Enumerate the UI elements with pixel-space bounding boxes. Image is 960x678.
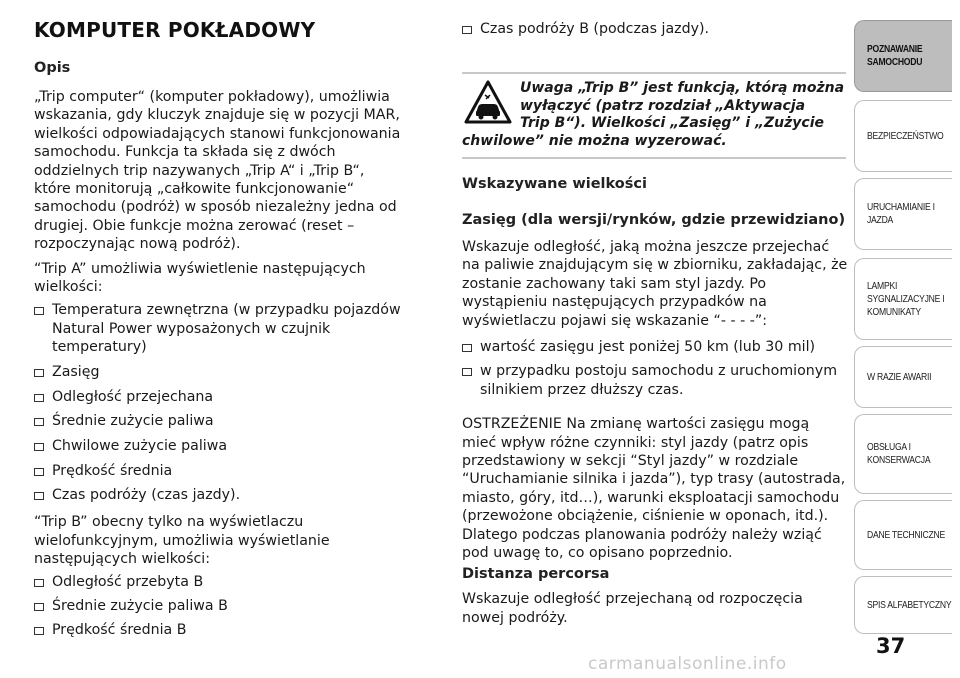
bullet-square-icon xyxy=(34,394,44,402)
bullet-square-icon xyxy=(34,369,44,377)
tab-label: JAZDA xyxy=(867,214,894,226)
wskazywane-heading: Wskazywane wielkości xyxy=(462,176,647,192)
list-item-text: temperatury) xyxy=(52,339,147,356)
bullet-square-icon xyxy=(462,344,472,352)
tab-chapter[interactable] xyxy=(854,20,952,92)
trip-b-intro-line: “Trip B” obecny tylko na wyświetlaczu xyxy=(34,514,304,531)
tab-chapter[interactable] xyxy=(854,576,952,634)
tab-label: SAMOCHODU xyxy=(867,56,923,68)
list-item-text: w przypadku postoju samochodu z uruchomionym xyxy=(480,363,838,380)
warning-divider-top xyxy=(462,72,846,74)
list-item-text: Średnie zużycie paliwa xyxy=(52,413,214,430)
page-title: KOMPUTER POKŁADOWY xyxy=(34,18,316,42)
chapter-sidebar xyxy=(854,0,960,678)
intro-line: które monitorują „całkowite funkcjonowanie“ xyxy=(34,181,355,197)
opis-heading: Opis xyxy=(34,60,71,76)
zasieg-text-line: wystąpieniu następujących przypadków na xyxy=(462,294,767,311)
page-number: 37 xyxy=(876,634,906,658)
ostrzezenie-text-line: (przewożone obciążenie, ciśnienie w oponach, itd.). xyxy=(462,508,829,525)
warning-line: Uwaga „Trip B” jest funkcją, którą można xyxy=(520,80,845,96)
bullet-square-icon xyxy=(34,603,44,611)
ostrzezenie-text-line: miasto, góry, itd…), warunki eksploatacji samochodu xyxy=(462,489,840,506)
tab-chapter[interactable] xyxy=(854,500,952,570)
zasieg-heading: Zasięg (dla wersji/rynków, gdzie przewidziano) xyxy=(462,212,846,228)
bullet-square-icon xyxy=(34,443,44,451)
tab-chapter[interactable] xyxy=(854,178,952,250)
intro-line: wielkości odpowiadających stanowi funkcjonowania xyxy=(34,125,401,142)
list-item-text: wartość zasięgu jest poniżej 50 km (lub 30 mil) xyxy=(480,339,816,355)
distanza-heading: Distanza percorsa xyxy=(462,566,610,583)
zasieg-text-line: zostanie zachowany taki sam styl jazdy. Po xyxy=(462,275,767,292)
list-item-text: Prędkość średnia B xyxy=(52,621,187,638)
list-item-text: Temperatura zewnętrzna (w przypadku pojazdów xyxy=(52,302,401,319)
tab-label: KONSERWACJA xyxy=(867,454,931,466)
list-item-text: Średnie zużycie paliwa B xyxy=(52,597,228,614)
list-item-text: Natural Power wyposażonych w czujnik xyxy=(52,320,331,337)
distanza-text-line: nowej podróży. xyxy=(462,609,568,626)
intro-line: oddzielnych trip nazywanych „Trip A“ i „Trip B“, xyxy=(34,162,365,179)
bullet-square-icon xyxy=(462,368,472,376)
tab-label: POZNAWANIE xyxy=(867,43,923,55)
trip-a-intro-line: wielkości: xyxy=(34,279,103,295)
zasieg-text-line: Wskazuje odległość, jaką można jeszcze przejechać xyxy=(462,239,830,255)
ostrzezenie-text-line: przedstawiony w sekcji “Styl jazdy” w rozdziale xyxy=(462,453,799,469)
tab-label: KOMUNIKATY xyxy=(867,305,921,318)
intro-line: samochodu (podróż) w sposób niezależny jedna od xyxy=(34,199,397,216)
intro-line: „Trip computer“ (komputer pokładowy), umożliwia xyxy=(34,89,390,105)
zasieg-text-line: wyświetlaczu pojawi się wskazanie “- - - -”: xyxy=(462,312,768,329)
bullet-square-icon xyxy=(34,492,44,500)
warning-line: wyłączyć (patrz rozdział „Aktywacja xyxy=(520,97,806,114)
ostrzezenie-text-line: Dlatego podczas planowania podróży należy wziąć xyxy=(462,526,822,543)
intro-line: drugiej. Obie funkcje można zerować (reset – xyxy=(34,217,355,234)
list-item-text: Zasięg xyxy=(52,363,100,380)
warning-line: chwilowe” nie można wyzerować. xyxy=(462,132,727,149)
bullet-square-icon xyxy=(34,627,44,635)
tab-label: OBSŁUGA I xyxy=(867,441,911,453)
list-item-text: Odległość przebyta B xyxy=(52,574,204,591)
tab-label: SYGNALIZACYJNE I xyxy=(867,292,945,305)
trip-b-intro-line: następujących wielkości: xyxy=(34,550,211,567)
list-item-text: Chwilowe zużycie paliwa xyxy=(52,438,228,454)
tab-chapter[interactable] xyxy=(854,414,952,494)
tab-chapter[interactable] xyxy=(854,100,952,172)
tab-chapter[interactable] xyxy=(854,258,952,340)
list-item-text: Prędkość średnia xyxy=(52,462,173,479)
tab-label: URUCHAMIANIE I xyxy=(867,201,935,213)
tab-label: DANE TECHNICZNE xyxy=(867,528,945,541)
intro-line: rozpoczynając nową podróż). xyxy=(34,236,241,253)
zasieg-text-line: na paliwie znajdującym się w zbiorniku, zakładając, że xyxy=(462,257,848,274)
ostrzezenie-text-line: OSTRZEŻENIE Na zmianę wartości zasięgu mogą xyxy=(462,416,810,433)
distanza-text-line: Wskazuje odległość przejechaną od rozpoczęcia xyxy=(462,591,803,608)
warning-divider-bottom xyxy=(462,157,846,159)
tab-chapter[interactable] xyxy=(854,346,952,408)
list-item-text: silnikiem przez dłuższy czas. xyxy=(480,381,684,398)
tab-label: W RAZIE AWARII xyxy=(867,370,932,383)
ostrzezenie-text-line: “Uruchamianie silnika i jazda”), typ trasy (autostrada, xyxy=(462,471,846,488)
tab-label: SPIS ALFABETYCZNY xyxy=(867,598,952,611)
ostrzezenie-text-line: pod uwagę to, co opisano poprzednio. xyxy=(462,545,733,561)
watermark: carmanualsonline.info xyxy=(588,654,787,674)
warning-line: Trip B“). Wielkości „Zasięg” i „Zużycie xyxy=(520,115,824,131)
intro-line: samochodu. Funkcja ta składa się z dwóch xyxy=(34,144,336,161)
trip-a-intro-line: “Trip A” umożliwia wyświetlenie następujących xyxy=(34,260,366,277)
bullet-square-icon xyxy=(34,468,44,476)
car-warning-triangle-icon xyxy=(464,80,512,124)
trip-b-intro-line: wielofunkcyjnym, umożliwia wyświetlanie xyxy=(34,532,330,549)
bullet-square-icon xyxy=(34,579,44,587)
tab-label: LAMPKI xyxy=(867,279,898,292)
bullet-square-icon xyxy=(34,307,44,315)
bullet-square-icon xyxy=(34,418,44,426)
ostrzezenie-text-line: mieć wpływ różne czynniki: styl jazdy (patrz opis xyxy=(462,434,809,451)
list-item-text: Czas podróży (czas jazdy). xyxy=(52,487,241,504)
bullet-square-icon xyxy=(462,26,472,34)
intro-line: wskazania, gdy kluczyk znajduje się w pozycji MAR, xyxy=(34,107,400,124)
tab-label: BEZPIECZEŃSTWO xyxy=(867,129,944,142)
list-item-text: Odległość przejechana xyxy=(52,388,214,405)
